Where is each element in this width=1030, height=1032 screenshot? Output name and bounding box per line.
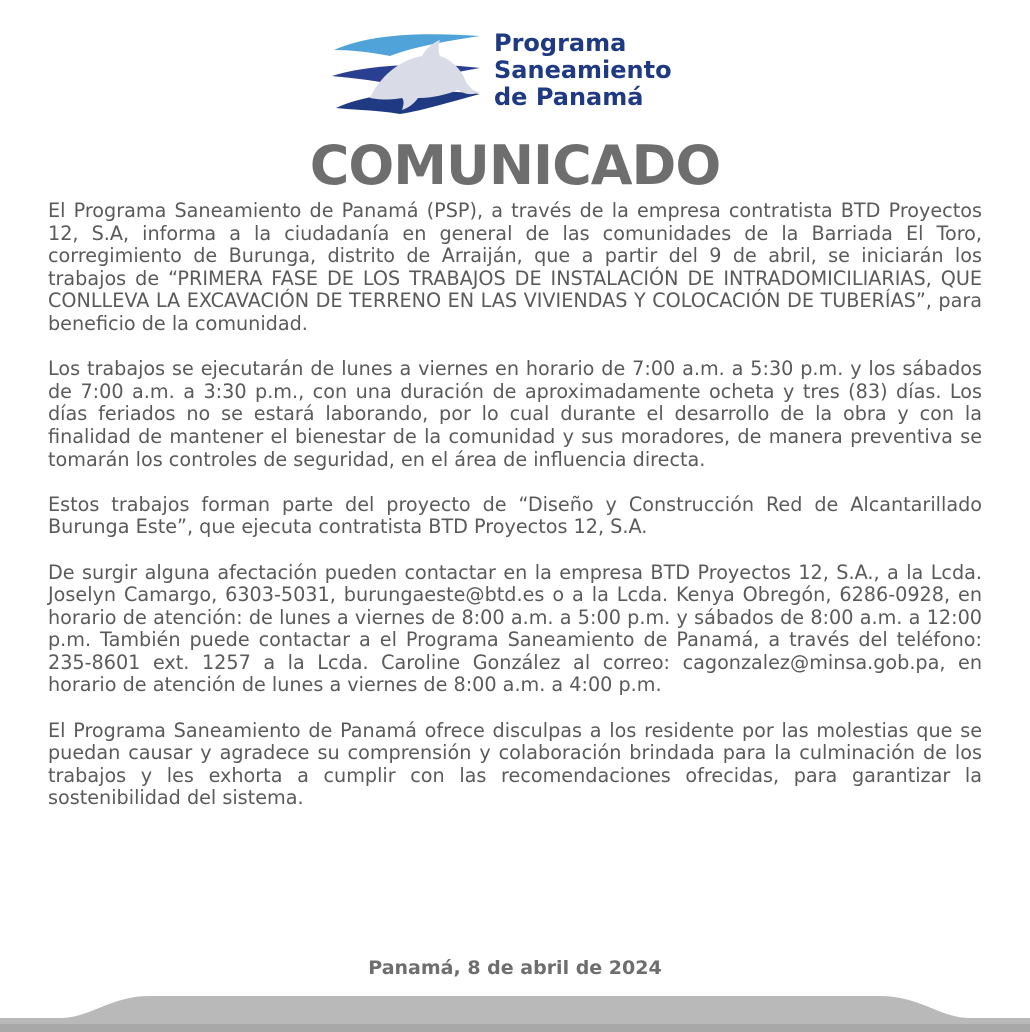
brand-name <box>494 30 714 111</box>
dolphin-wave-logo-icon <box>330 28 490 118</box>
paragraph-apology: El Programa Saneamiento de Panamá ofrece disculpas a los residente por las molestias que se puedan causar y agradece su comprensión y colaboración brindada para la culminación de los trabajos y les exhorta a cumplir con las recomendaciones ofrecidas, para garantizar la sostenibilidad del sistema. <box>48 718 982 810</box>
paragraph-schedule: Los trabajos se ejecutarán de lunes a viernes en horario de 7:00 a.m. a 5:30 p.m. y los sábados de 7:00 a.m. a 3:30 p.m., con una duración de aproximadamente ocheta y tres (83) días. Los días feriados no se estará laborando, por lo cual durante el desarrollo de la obra y con la finalidad de mantener el bienestar de la comunidad y sus moradores, de manera preventiva se tomarán los controles de seguridad, en el área de influencia directa. <box>48 357 982 471</box>
brand-line-3: de Panamá <box>494 83 644 111</box>
brand-line-2: Saneamiento <box>494 56 672 84</box>
page-title: COMUNICADO <box>309 134 721 197</box>
date-line: Panamá, 8 de abril de 2024 <box>368 957 662 979</box>
paragraph-contacts: De surgir alguna afectación pueden contactar en la empresa BTD Proyectos 12, S.A., a la Lcda. Joselyn Camargo, 6303-5031, burungaeste@btd.es o a la Lcda. Kenya Obregón, 6286-0928, en horario de atención: de lunes a viernes de 8:00 a.m. a 5:00 p.m. y sábados de 8:00 a.m. a 12:00 p.m. También puede contactar a el Programa Saneamiento de Panamá, a través del teléfono: 235-8601 ext. 1257 a la Lcda. Caroline González al correo: cagonzalez@minsa.gob.pa, en horario de atención de lunes a viernes de 8:00 a.m. a 4:00 p.m. <box>48 560 982 697</box>
footer-band <box>0 992 1030 1032</box>
communique-body <box>48 200 982 833</box>
paragraph-project: Estos trabajos forman parte del proyecto de “Diseño y Construcción Red de Alcantarillado Burunga Este”, que ejecuta contratista BTD Proyectos 12, S.A. <box>48 492 982 539</box>
paragraph-announcement: El Programa Saneamiento de Panamá (PSP), a través de la empresa contratista BTD Proyectos 12, S.A, informa a la ciudadanía en general de las comunidades de la Barriada El Toro, corregimiento de Burunga, distrito de Arraiján, que a partir del 9 de abril, se iniciarán los trabajos de “PRIMERA FASE DE LOS TRABAJOS DE INSTALACIÓN DE INTRADOMICILIARIAS, QUE CONLLEVA LA EXCAVACIÓN DE TERRENO EN LAS VIVIENDAS Y COLOCACIÓN DE TUBERÍAS”, para beneficio de la comunidad. <box>48 199 982 335</box>
logo <box>330 28 710 118</box>
brand-line-1: Programa <box>494 29 627 57</box>
